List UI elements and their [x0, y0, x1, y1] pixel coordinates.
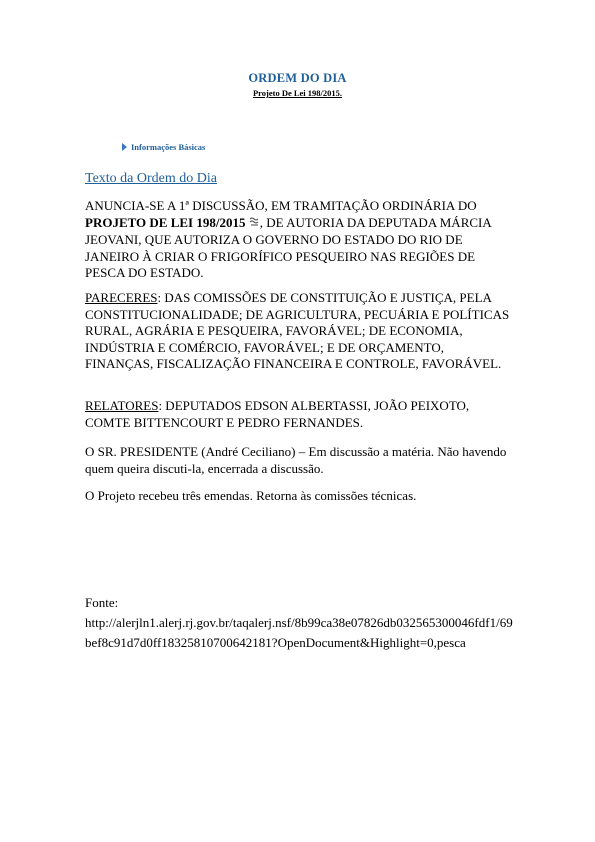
source-label: Fonte: — [85, 595, 119, 610]
relatores-label: RELATORES — [85, 398, 159, 413]
paragraph-president: O SR. PRESIDENTE (André Ceciliano) – Em discussão a matéria. Não havendo quem queira discuti-la, encerrada a discussão. — [85, 444, 507, 476]
paragraph-amendments: O Projeto recebeu três emendas. Retorna às comissões técnicas. — [85, 488, 417, 503]
document-link-icon[interactable] — [249, 216, 260, 233]
source-block — [85, 593, 515, 653]
relatores-text: : DEPUTADOS EDSON ALBERTASSI, JOÃO PEIXOTO, COMTE BITTENCOURT E PEDRO FERNANDES. — [85, 398, 470, 430]
source-url[interactable]: http://alerjln1.alerj.rj.gov.br/taqalerj.nsf/8b99ca38e07826db032565300046fdf1/69bef8c91d7d0ff18325810700642181?OpenDocument&Highlight=0,pesca — [85, 615, 513, 650]
page-subtitle: Projeto De Lei 198/2015. — [252, 88, 343, 98]
info-basic-label: Informações Básicas — [131, 142, 206, 152]
paragraph-announcement — [85, 198, 515, 282]
section-title-link[interactable]: Texto da Ordem do Dia — [85, 171, 217, 186]
announcement-text-2: , DE AUTORIA DA DEPUTADA MÁRCIA JEOVANI, QUE AUTORIZA O GOVERNO DO ESTADO DO RIO DE JANEIRO À CRIAR O FRIGORÍFICO PESQUEIRO NAS REGIÕES DE PESCA DO ESTADO. — [85, 214, 492, 280]
pareceres-text: : DAS COMISSÕES DE CONSTITUIÇÃO E JUSTIÇA, PELA CONSTITUCIONALIDADE; DE AGRICULTURA, PECUÁRIA E POLÍTICAS RURAL, AGRÁRIA E PESQUEIRA, FAVORÁVEL; DE ECONOMIA, INDÚSTRIA E COMÉRCIO, FAVORÁVEL; E DE ORÇAMENTO, FINANÇAS, FISCALIZAÇÃO FINANCEIRA E CONTROLE, FAVORÁVEL. — [85, 290, 510, 371]
page-title: ORDEM DO DIA — [248, 71, 347, 85]
info-basic-link[interactable] — [122, 142, 205, 152]
triangle-right-icon — [122, 143, 127, 151]
paragraph-relatores — [85, 398, 515, 431]
announcement-text-1: ANUNCIA-SE A 1ª DISCUSSÃO, EM TRAMITAÇÃO ORDINÁRIA DO — [85, 198, 477, 213]
pareceres-label: PARECERES — [85, 290, 158, 305]
bill-number: PROJETO DE LEI 198/2015 — [85, 214, 246, 230]
paragraph-pareceres — [85, 290, 515, 373]
